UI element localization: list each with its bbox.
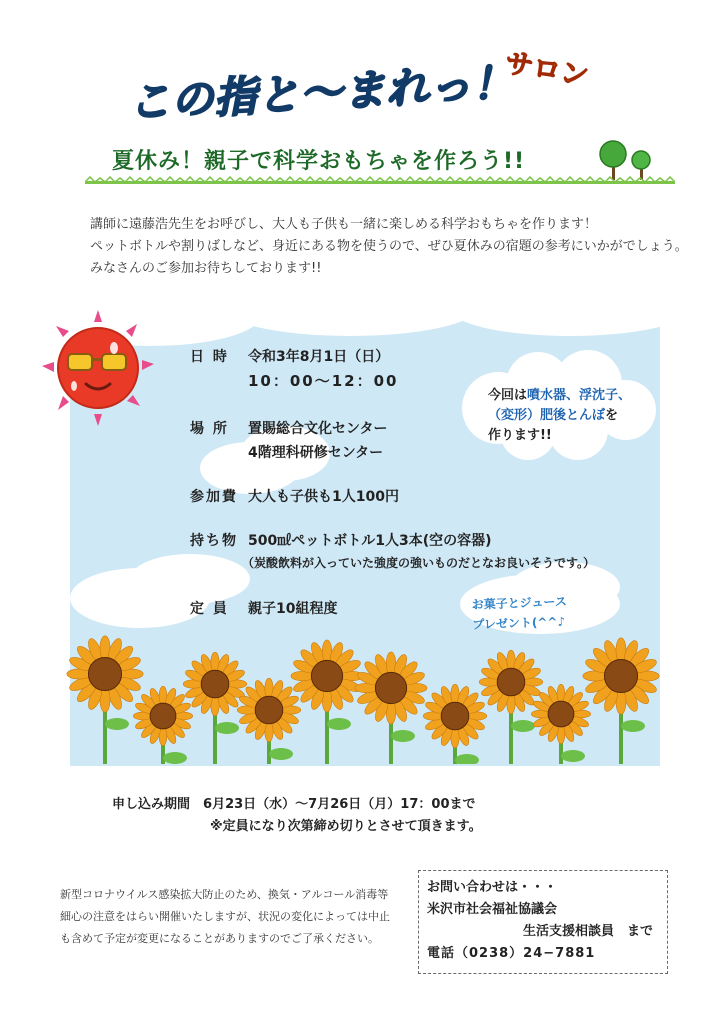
sunflower-icon xyxy=(237,678,301,764)
intro-line: ペットボトルや割りばしなど、身近にある物を使うので、ぜひ夏休みの宿題の参考にいかがでしょう。 xyxy=(90,239,688,254)
application-note: ※定員になり次第締め切りとさせて頂きます。 xyxy=(210,819,482,834)
capacity-row xyxy=(190,598,337,618)
place-label: 場 所 xyxy=(190,421,229,437)
sun-icon xyxy=(38,308,158,428)
sunflower-icon xyxy=(355,652,427,764)
application-period xyxy=(112,794,482,838)
place-value-2: 4階理科研修センター xyxy=(248,445,384,461)
covid-notice xyxy=(60,884,410,950)
sunflower-icon xyxy=(583,638,659,764)
sunflower-icon xyxy=(479,650,543,764)
items-note: （炭酸飲料が入っていた強度の強いものだとなお良いそうです。） xyxy=(242,556,596,570)
sunflower-icon xyxy=(67,636,143,764)
place-value: 置賜総合文化センター xyxy=(248,421,388,437)
flyer-title: この指と〜まれっ！ xyxy=(127,57,517,128)
fee-label: 参加費 xyxy=(190,489,238,505)
application-label: 申し込み期間 xyxy=(112,797,191,812)
intro-line: 講師に遠藤浩先生をお呼びし、大人も子供も一緒に楽しめる科学おもちゃを作ります！ xyxy=(90,217,598,232)
date-value: 令和3年8月1日（日） xyxy=(248,349,390,365)
present-line: お菓子とジュース xyxy=(471,594,568,612)
date-label: 日 時 xyxy=(190,349,229,365)
capacity-value: 親子10組程度 xyxy=(248,601,338,617)
flyer-subtitle: 夏休み！親子で科学おもちゃを作ろう!! xyxy=(112,149,526,174)
fee-row xyxy=(190,486,399,506)
cloud-shape xyxy=(220,306,480,336)
sunflower-icon xyxy=(133,686,192,764)
items-value: 500㎖ペットボトル1人3本(空の容器) xyxy=(248,533,492,549)
items-label: 持ち物 xyxy=(190,533,238,549)
time-value: 10：00〜12：00 xyxy=(248,372,399,390)
application-dates: 6月23日（水）〜7月26日（月）17：00まで xyxy=(203,797,476,812)
tree-icon xyxy=(592,132,662,182)
capacity-label: 定 員 xyxy=(190,601,229,617)
bubble-text-plain: を xyxy=(605,408,619,423)
sunflower-icon xyxy=(423,684,487,764)
sunflower-icon xyxy=(183,652,247,764)
place-row xyxy=(190,418,387,462)
bubble-text xyxy=(488,386,668,446)
salon-label: サロン xyxy=(502,45,591,94)
present-line: プレゼント(^^♪ xyxy=(472,614,566,632)
notice-line: 細心の注意をはらい開催いたしますが、状況の変化によっては中止 xyxy=(60,910,390,923)
sunflower-field xyxy=(55,624,675,764)
contact-intro: お問い合わせは・・・ xyxy=(427,880,558,895)
bubble-highlight: （変形）肥後とんぼ xyxy=(488,408,606,423)
notice-line: も含めて予定が変更になることがありますのでご了承ください。 xyxy=(60,932,379,945)
contact-phone: 電話（0238）24−7881 xyxy=(427,946,596,961)
bubble-highlight: 噴水器、浮沈子、 xyxy=(527,388,632,403)
items-row xyxy=(190,530,595,571)
cloud-shape xyxy=(450,306,660,336)
sunflower-icon xyxy=(291,640,363,764)
fee-value: 大人も子供も1人100円 xyxy=(248,489,399,505)
contact-org: 米沢市社会福祉協議会 xyxy=(427,902,558,917)
sunflower-icon xyxy=(531,684,590,764)
bubble-text-plain: 今回は xyxy=(488,388,528,403)
date-row xyxy=(190,346,399,391)
intro-line: みなさんのご参加お待ちしております!! xyxy=(90,261,322,276)
grass-divider xyxy=(85,176,675,186)
intro-text xyxy=(90,214,690,280)
bubble-text-plain: 作ります!! xyxy=(488,428,552,443)
notice-line: 新型コロナウイルス感染拡大防止のため、換気・アルコール消毒等 xyxy=(60,888,389,901)
contact-box xyxy=(418,870,668,974)
contact-responsible: 生活支援相談員 まで xyxy=(523,924,654,939)
